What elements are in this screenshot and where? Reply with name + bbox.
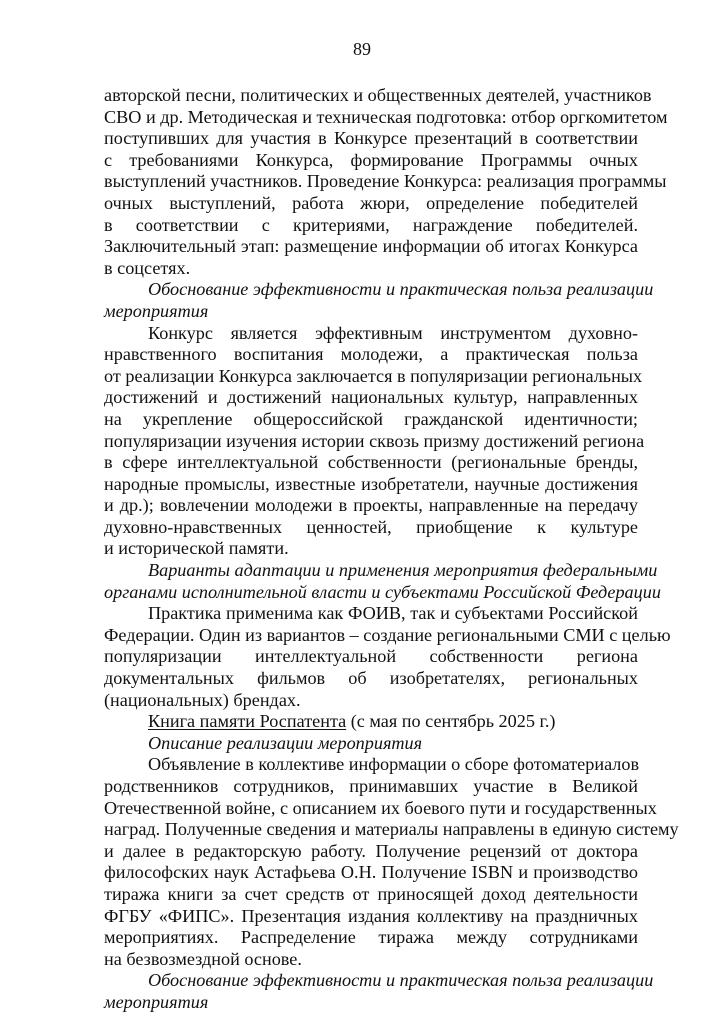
text-line: мероприятия: [104, 991, 209, 1012]
section-title-dates: (с мая по сентябрь 2025 г.): [346, 711, 556, 732]
text-line: Практика применима как ФОИВ, так и субъектами Российской: [148, 603, 638, 624]
text-line: от реализации Конкурса заключается в популяризации региональных: [104, 365, 643, 386]
text-line: очных выступлений, работа жюри, определение победителей: [104, 192, 638, 213]
text-line: на укрепление общероссийской гражданской идентичности;: [104, 408, 638, 429]
text-line: на безвозмездной основе.: [104, 948, 302, 969]
text-line: Варианты адаптации и применения мероприятия федеральными: [148, 560, 658, 581]
text-line: Отечественной войне, с описанием их боевого пути и государственных: [104, 797, 657, 818]
text-line: наград. Полученные сведения и материалы направлены в единую систему: [104, 819, 679, 840]
body-paragraph: [104, 603, 671, 711]
text-line: СВО и др. Методическая и техническая подготовка: отбор оргкомитетом: [104, 106, 668, 127]
text-line: духовно-нравственных ценностей, приобщение к культуре: [104, 516, 638, 537]
text-line: тиража книги за счет средств от приносящей доход деятельности: [104, 883, 638, 904]
text-line: в сфере интеллектуальной собственности (региональные бренды,: [104, 452, 638, 473]
text-line: родственников сотрудников, принимавших участие в Великой: [104, 776, 638, 796]
body-paragraph: [104, 322, 645, 561]
text-line: мероприятия: [104, 300, 209, 321]
text-line: органами исполнительной власти и субъектами Российской Федерации: [104, 581, 661, 602]
text-line: (национальных) брендах.: [104, 689, 301, 710]
text-line: нравственного воспитания молодежи, а практическая польза: [104, 344, 638, 365]
text-line: в соответствии с критериями, награждение победителей.: [104, 214, 638, 235]
text-line: мероприятиях. Распределение тиража между сотрудниками: [104, 927, 638, 948]
text-line: Обоснование эффективности и практическая польза реализации: [148, 279, 654, 300]
text-line: выступлений участников. Проведение Конкурса: реализация программы: [104, 171, 667, 192]
italic-subheading: [104, 970, 654, 1013]
text-line: Описание реализации мероприятия: [148, 732, 423, 753]
italic-subheading: [104, 733, 638, 755]
section-title: [104, 711, 638, 733]
text-line: популяризации интеллектуальной собственности региона: [104, 646, 638, 667]
text-line: Обоснование эффективности и практическая польза реализации: [148, 970, 654, 991]
text-line: популяризации изучения истории сквозь призму достижений региона: [104, 430, 645, 451]
italic-subheading: [104, 560, 661, 603]
section-title-underlined: Книга памяти Роспатента: [148, 711, 347, 732]
text-line: с требованиями Конкурса, формирование Программы очных: [104, 149, 638, 170]
text-line: народные промыслы, известные изобретатели, научные достижения: [104, 473, 638, 494]
text-line: документальных фильмов об изобретателях, региональных: [104, 668, 638, 689]
document-body: [104, 85, 679, 1014]
body-paragraph: [104, 85, 668, 279]
text-line: философских наук Астафьева О.Н. Получение ISBN и производство: [104, 862, 638, 883]
text-line: и далее в редакторскую работу. Получение рецензий от доктора: [104, 840, 638, 861]
body-paragraph: [104, 754, 679, 970]
text-line: Заключительный этап: размещение информации об итогах Конкурса: [104, 236, 638, 257]
text-line: ФГБУ «ФИПС». Презентация издания коллективу на праздничных: [104, 905, 638, 926]
italic-subheading: [104, 279, 654, 322]
text-line: и др.); вовлечении молодежи в проекты, направленные на передачу: [104, 495, 638, 516]
page-number: 89: [353, 39, 371, 59]
text-line: достижений и достижений национальных культур, направленных: [104, 387, 638, 408]
text-line: поступивших для участия в Конкурсе презентаций в соответствии: [104, 128, 638, 149]
text-line: Конкурс является эффективным инструментом духовно-: [148, 322, 638, 343]
text-line: Объявление в коллективе информации о сборе фотоматериалов: [148, 754, 640, 775]
text-line: в соцсетях.: [104, 257, 191, 278]
text-line: и исторической памяти.: [104, 538, 289, 559]
text-line: Федерации. Один из вариантов – создание региональными СМИ с целью: [104, 624, 671, 645]
text-line: авторской песни, политических и общественных деятелей, участников: [104, 85, 652, 105]
